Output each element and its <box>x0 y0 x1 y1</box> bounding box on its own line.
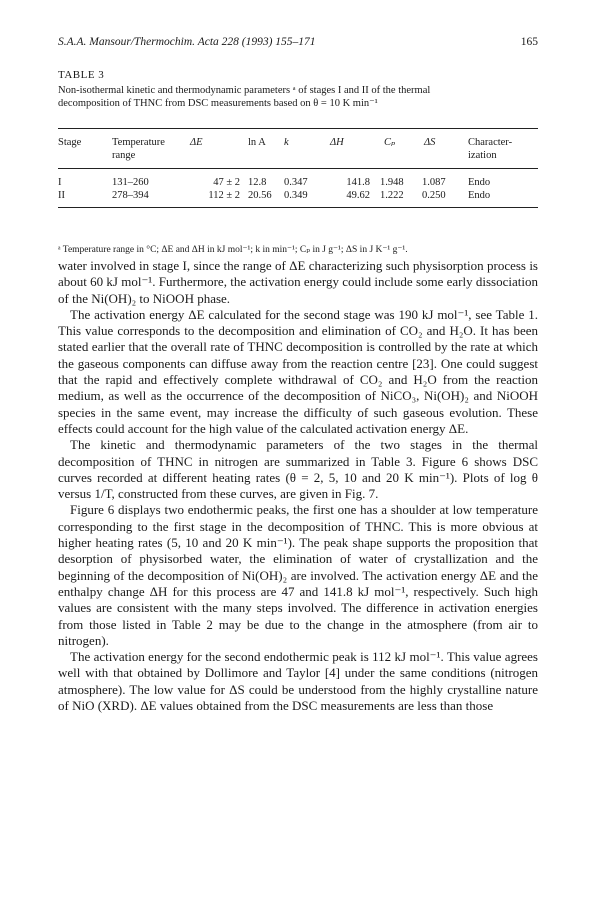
col-header-ln-a: ln A <box>248 137 266 148</box>
col-header-cp: Cₚ <box>384 137 396 148</box>
table-cell-delta-s: 0.250 <box>422 190 446 201</box>
table-cell-ln-a: 12.8 <box>248 177 267 188</box>
col-header-delta-h: ΔH <box>330 137 344 148</box>
col-header-temperature-line2: range <box>112 150 136 161</box>
paragraph-4: Figure 6 displays two endothermic peaks, the first one has a shoulder at low temperature corresponding to the first stage in the decomposition of THNC. This is more obvious at higher heating rates (5, 10 and 20 K min⁻¹). The peak shape supports the proposition that desorption of physisorbed water, the elimination of water of crystallization and the beginning of the decomposition of Ni(OH)₂ are involved. The activation energy ΔE and the enthalpy change ΔH for this process are 47 and 141.8 kJ mol⁻¹, respectively. Such high values are consistent with the many steps involved. The difference in activation energies from those listed in Table 2 may be due to the change in the atmosphere (from air to nitrogen). <box>58 502 538 648</box>
col-header-stage: Stage <box>58 137 82 148</box>
table-bottom-rule <box>58 207 538 208</box>
table-caption <box>58 84 538 110</box>
page-header <box>58 36 538 52</box>
table-cell-characterization: Endo <box>468 177 491 188</box>
table-cell-k: 0.347 <box>284 177 308 188</box>
col-header-delta-s: ΔS <box>424 137 436 148</box>
table-cell-delta-e: 112 ± 2 <box>208 190 240 201</box>
table-cell-delta-h: 49.62 <box>346 190 370 201</box>
paragraph-5: The activation energy for the second endothermic peak is 112 kJ mol⁻¹. This value agrees well with that obtained by Dollimore and Taylor [4] under the same conditions (nitrogen atmosphere). The low value for ΔS could be understood from the highly crystalline nature of NiO (XRD). ΔE values obtained from the DSC measurements are less than those <box>58 649 538 714</box>
paragraph-1: water involved in stage I, since the range of ΔE characterizing such physisorption process is about 60 kJ mol⁻¹. Furthermore, the activation energy could include some early dissociation of the Ni(OH)₂ to NiOOH phase. <box>58 258 538 306</box>
col-header-temperature: Temperature <box>112 137 165 148</box>
caption-line-2: decomposition of THNC from DSC measurements based on θ = 10 K min⁻¹ <box>58 98 378 109</box>
caption-line-1: Non-isothermal kinetic and thermodynamic parameters ᵃ of stages I and II of the thermal <box>58 85 431 96</box>
table-cell-cp: 1.948 <box>380 177 404 188</box>
table-label: TABLE 3 <box>58 69 105 81</box>
body-text <box>58 258 538 714</box>
table-top-rule <box>58 128 538 129</box>
running-title: S.A.A. Mansour/Thermochim. Acta 228 (1993) 155–171 <box>58 36 316 48</box>
table-footnote: ᵃ Temperature range in °C; ΔE and ΔH in kJ mol⁻¹; k in min⁻¹; Cₚ in J g⁻¹; ΔS in J K⁻¹ g⁻¹. <box>58 245 408 255</box>
table-cell-ln-a: 20.56 <box>248 190 272 201</box>
col-header-characterization-line2: ization <box>468 150 497 161</box>
table-cell-cp: 1.222 <box>380 190 404 201</box>
table-cell-k: 0.349 <box>284 190 308 201</box>
paragraph-2: The activation energy ΔE calculated for the second stage was 190 kJ mol⁻¹, see Table 1. This value corresponds to the decomposition and elimination of CO₂ and H₂O. It has been stated earlier that the overall rate of THNC decomposition is controlled by the rate at which the gaseous components can diffuse away from the reaction centre [23]. One could suggest that the rapid and effectively complete withdrawal of CO₂ and H₂O from the reaction medium, as well as the occurrence of the decomposition of NiCO₃, Ni(OH)₂ and NiOOH species in the same event, may increase the difficulty of such gaseous evolution. These effects could account for the high value of the calculated activation energy ΔE. <box>58 306 538 436</box>
table-cell-temperature: 278–394 <box>112 190 149 201</box>
table-cell-temperature: 131–260 <box>112 177 149 188</box>
col-header-delta-e: ΔE <box>190 137 203 148</box>
col-header-characterization: Character- <box>468 137 513 148</box>
page-number: 165 <box>520 36 538 48</box>
table-cell-stage: II <box>58 190 65 201</box>
table-cell-delta-e: 47 ± 2 <box>213 177 240 188</box>
table-cell-delta-s: 1.087 <box>422 177 446 188</box>
col-header-k: k <box>284 137 289 148</box>
table-cell-stage: I <box>58 177 62 188</box>
table-header-rule <box>58 168 538 169</box>
paragraph-3: The kinetic and thermodynamic parameters of the two stages in the thermal decomposition of THNC in nitrogen are summarized in Table 3. Figure 6 shows DSC curves recorded at different heating rates (θ = 2, 5, 10 and 20 K min⁻¹). Plots of log θ versus 1/T, constructed from these curves, are given in Fig. 7. <box>58 437 538 502</box>
table-cell-delta-h: 141.8 <box>346 177 370 188</box>
table-cell-characterization: Endo <box>468 190 491 201</box>
